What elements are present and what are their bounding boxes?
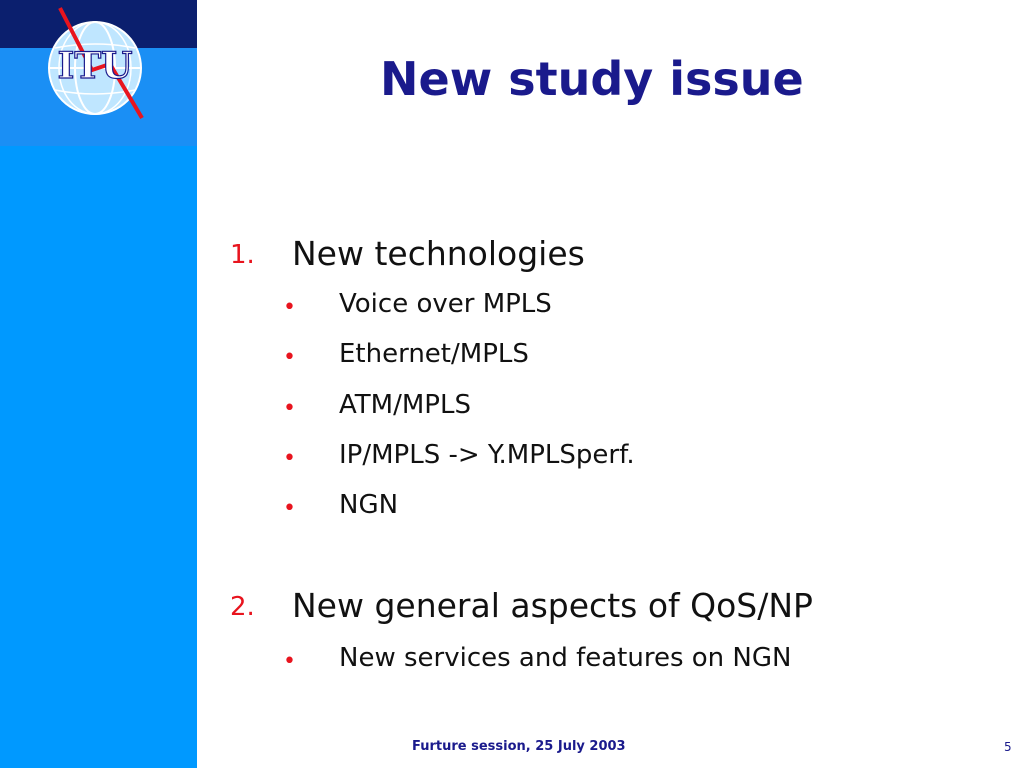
- list-item: IP/MPLS -> Y.MPLSperf.: [339, 440, 635, 470]
- bullet-icon: •: [283, 345, 296, 370]
- footer-text: Furture session, 25 July 2003: [412, 739, 626, 754]
- logo-text: ITU: [57, 45, 133, 87]
- list-item: NGN: [339, 490, 399, 520]
- bullet-icon: •: [283, 295, 296, 320]
- bullet-icon: •: [283, 396, 296, 421]
- section-1-number: 1.: [230, 240, 255, 270]
- list-item: ATM/MPLS: [339, 390, 471, 420]
- section-2-number: 2.: [230, 592, 255, 622]
- list-item: Voice over MPLS: [339, 289, 552, 319]
- slide-title: New study issue: [380, 52, 804, 106]
- section-1-heading: New technologies: [292, 234, 585, 273]
- bullet-icon: •: [283, 446, 296, 471]
- page-number: 5: [1004, 740, 1012, 754]
- bullet-icon: •: [283, 496, 296, 521]
- section-2-heading: New general aspects of QoS/NP: [292, 586, 813, 625]
- list-item: Ethernet/MPLS: [339, 339, 529, 369]
- bullet-icon: •: [283, 649, 296, 674]
- list-item: New services and features on NGN: [339, 643, 792, 673]
